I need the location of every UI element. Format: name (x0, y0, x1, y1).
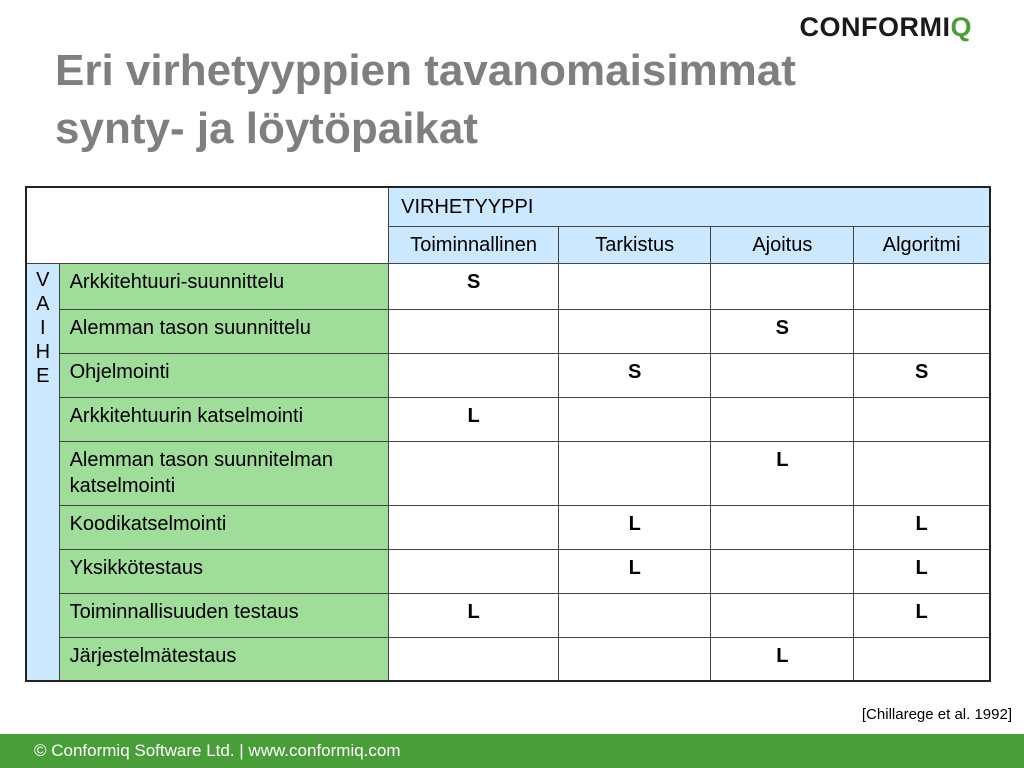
slide-title (55, 42, 955, 158)
table-cell (711, 264, 854, 310)
logo-accent: Q (950, 12, 972, 42)
table-cell (389, 310, 559, 354)
table-cell (854, 442, 990, 506)
table-cell (854, 310, 990, 354)
vaihe-letter: V (36, 269, 50, 291)
table-cell (559, 594, 711, 638)
table-cell (711, 594, 854, 638)
title-line-1: Eri virhetyyppien tavanomaisimmat (55, 46, 796, 95)
table-cell: L (854, 506, 990, 550)
table-row (26, 550, 990, 594)
table-cell (389, 638, 559, 681)
phase-label: Alemman tason suunnitelman katselmointi (59, 442, 389, 506)
phase-label: Koodikatselmointi (59, 506, 389, 550)
table-cell (389, 354, 559, 398)
table-cell (389, 506, 559, 550)
table-row (26, 442, 990, 506)
vaihe-label (26, 264, 59, 681)
table-cell (711, 506, 854, 550)
phase-label: Järjestelmätestaus (59, 638, 389, 681)
table-cell: S (854, 354, 990, 398)
table-cell (854, 638, 990, 681)
footer-text: © Conformiq Software Ltd. | www.conformiq.com (34, 741, 401, 760)
table-cell (711, 398, 854, 442)
phase-label: Arkkitehtuurin katselmointi (59, 398, 389, 442)
table-cell: S (389, 264, 559, 310)
table-cell (559, 638, 711, 681)
vaihe-letter: I (40, 317, 46, 339)
table-row (26, 310, 990, 354)
table-cell: S (711, 310, 854, 354)
table-cell: L (389, 398, 559, 442)
phase-label: Alemman tason suunnittelu (59, 310, 389, 354)
table-row (26, 354, 990, 398)
table-cell: S (559, 354, 711, 398)
table-cell (559, 398, 711, 442)
table-cell (711, 550, 854, 594)
phase-label: Yksikkötestaus (59, 550, 389, 594)
citation: [Chillarege et al. 1992] (861, 706, 1012, 723)
table-cell: L (854, 550, 990, 594)
table-cell: L (711, 442, 854, 506)
table-cell (854, 398, 990, 442)
column-header: Toiminnallinen (389, 227, 559, 264)
table-cell: L (389, 594, 559, 638)
table-row (26, 264, 990, 310)
table-cell: L (559, 550, 711, 594)
conformiq-logo (800, 12, 973, 43)
column-header: Ajoitus (711, 227, 854, 264)
table-corner (26, 187, 389, 264)
table-group-header-row (26, 187, 990, 227)
table-row (26, 398, 990, 442)
table-cell (559, 442, 711, 506)
logo-text: CONFORMI (799, 12, 951, 42)
phase-label: Ohjelmointi (59, 354, 389, 398)
table-cell (389, 442, 559, 506)
table-cell (389, 550, 559, 594)
table-cell (559, 264, 711, 310)
phase-label: Arkkitehtuuri-suunnittelu (59, 264, 389, 310)
table-row (26, 594, 990, 638)
footer-bar (0, 734, 1024, 768)
table-cell: L (711, 638, 854, 681)
table-row (26, 506, 990, 550)
virhetyyppi-header: VIRHETYYPPI (389, 187, 990, 227)
table-cell: L (559, 506, 711, 550)
table-cell (854, 264, 990, 310)
title-line-2: synty- ja löytöpaikat (55, 104, 479, 153)
table-cell (559, 310, 711, 354)
table-row (26, 638, 990, 681)
table-cell (711, 354, 854, 398)
column-header: Tarkistus (559, 227, 711, 264)
column-header: Algoritmi (854, 227, 990, 264)
vaihe-letter: E (36, 365, 50, 387)
table-cell: L (854, 594, 990, 638)
phase-label: Toiminnallisuuden testaus (59, 594, 389, 638)
vaihe-letter: A (36, 293, 50, 315)
error-type-table (25, 186, 991, 682)
vaihe-letter: H (35, 341, 51, 363)
